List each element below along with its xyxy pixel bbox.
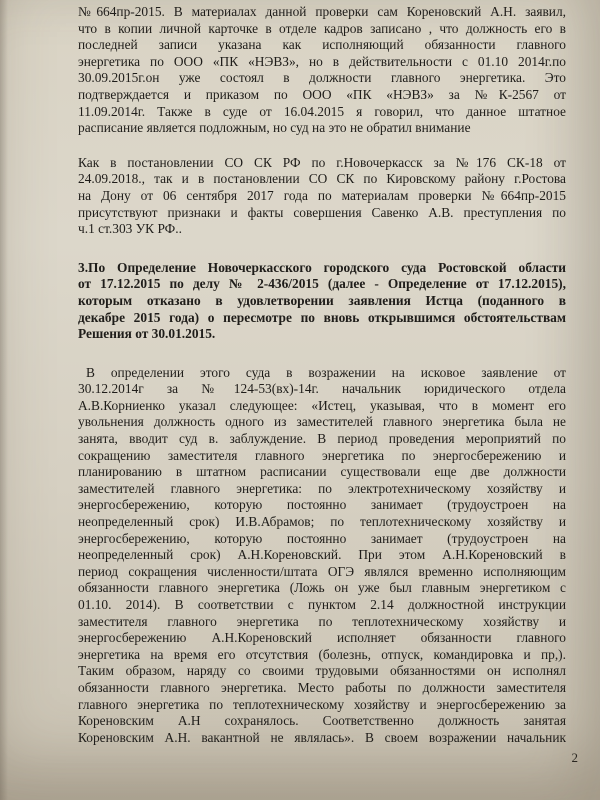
text-line: на Дону от 06 сентября 2017 года по материалам проверки №664пр-2015 bbox=[78, 187, 566, 203]
text-line: 11.09.2014г. Также в суде от 16.04.2015 я говорил, что данное штатное bbox=[78, 103, 566, 119]
paragraph-2 bbox=[78, 155, 566, 238]
text-line: присутствуют признаки и факты совершения Савенко А.В. преступления по bbox=[78, 204, 566, 220]
text-line: последней записи указана как исполняющий обязанности главного bbox=[78, 37, 566, 53]
text-line: обязанности главного энергетика. Место работы по должности заместителя bbox=[78, 679, 566, 695]
text-line: Кореновским А.Н сохранялось. Соответственно должность занятая bbox=[78, 713, 566, 729]
text-line: заместителей главного энергетика: по электротехническому хозяйству и bbox=[78, 480, 566, 496]
heading-line: декабре 2015 года) о пересмотре по вновь открывшимся обстоятельствам bbox=[78, 309, 566, 325]
heading-line: которым отказано в удовлетворении заявления Истца (поданного в bbox=[78, 292, 566, 308]
text-line: 01.10. 2014). В соответствии с пунктом 2.14 должностной инструкции bbox=[78, 597, 566, 612]
text-line: неопределенный срок) И.В.Абрамов; по теплотехническому хозяйству и bbox=[78, 514, 566, 530]
text-line: неопределенный срок) А.Н.Кореновский. При этом А.Н.Кореновский в bbox=[78, 547, 566, 563]
text-line: главного энергетика по теплотехническому хозяйству и энергосбережению за bbox=[78, 696, 566, 712]
text-line: энергосбережению, которую постоянно занимает (трудоустроен на bbox=[78, 530, 566, 546]
section-heading-3 bbox=[78, 260, 566, 343]
text-line: расписание является подложным, но суд на это не обратил внимание bbox=[78, 120, 471, 136]
text-line: сокращению заместителя главного энергетика по энергосбережению и bbox=[78, 447, 566, 463]
paragraph-4 bbox=[78, 365, 566, 747]
text-line: 24.09.2018., так и в постановлении СО СК по Кировскому району г.Ростова bbox=[78, 171, 566, 187]
text-line: энергетика по ООО «ПК «НЭВЗ», но в действительности с 01.10 2014г.по bbox=[78, 53, 566, 69]
text-line: заместителя главного энергетика по теплотехническому хозяйству и bbox=[78, 613, 566, 629]
text-line: В определении этого суда в возражении на исковое заявление от bbox=[86, 364, 566, 380]
text-line: занята, вводит суд в. заблуждение. В период проведения мероприятий по bbox=[78, 431, 566, 447]
text-line: Как в постановлении СО СК РФ по г.Новочеркасск за №176 СК-18 от bbox=[78, 154, 566, 170]
text-line: А.В.Корниенко указал следующее: «Истец, указывая, что в момент его bbox=[78, 397, 566, 413]
page-edge-shadow bbox=[0, 0, 8, 800]
page-number: 2 bbox=[571, 750, 578, 765]
text-line: период сокращения численности/штата ОГЭ являлся временно исполняющим bbox=[78, 563, 566, 579]
text-line: энергетика на время его отсутствия (болезнь, отпуск, командировка и пр,). bbox=[78, 646, 566, 662]
text-line: ч.1 ст.303 УК РФ.. bbox=[78, 221, 182, 237]
text-line: энергосбережению А.Н.Кореновский исполняет обязанности главного bbox=[78, 630, 566, 646]
text-line: что в копии личной карточке в отделе кадров записано , что должность его в bbox=[78, 20, 566, 36]
heading-line: от 17.12.2015 по делу № 2-436/2015 (далее - Определение от 17.12.2015), bbox=[78, 276, 566, 292]
text-line: Кореновским А.Н. вакантной не являлась». В своем возражении начальник bbox=[78, 729, 566, 745]
text-line: №664пр-2015. В материалах данной проверки сам Кореновский А.Н. заявил, bbox=[78, 4, 566, 19]
heading-line: 3.По Определение Новочеркасского городского суда Ростовской области bbox=[78, 259, 566, 275]
heading-line: Решения от 30.01.2015. bbox=[78, 326, 216, 342]
text-line: Таким образом, наряду со своими трудовыми обязанностями он исполнял bbox=[78, 663, 566, 679]
text-line: энергосбережению, которую постоянно занимает (трудоустроен на bbox=[78, 497, 566, 513]
text-line: 30.12.2014г за №124-53(вх)-14г. начальник юридического отдела bbox=[78, 381, 566, 397]
document-body bbox=[78, 4, 566, 764]
text-line: обязанности главного энергетика (Ложь он уже был главным энергетиком с bbox=[78, 580, 566, 596]
text-line: 30.09.2015г.он уже состоял в должности главного энергетика. Это bbox=[78, 70, 566, 86]
text-line: подтверждается и приказом по ООО «ПК «НЭВЗ» за №К-2567 от bbox=[78, 86, 566, 102]
paragraph-1 bbox=[78, 4, 566, 137]
text-line: планированию в штатном расписании существовали еще две должности bbox=[78, 464, 566, 480]
text-line: увольнения должность одного из заместителей главного энергетика была не bbox=[78, 414, 566, 430]
